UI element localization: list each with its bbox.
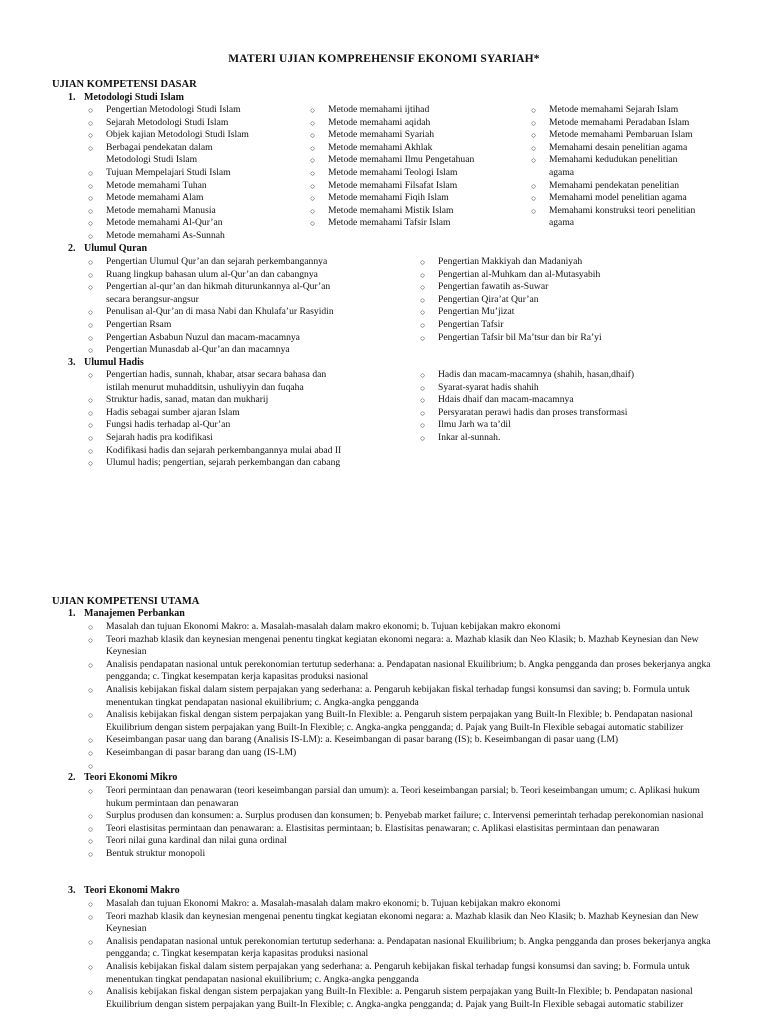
list-item: ○ Memahami model penelitian agama [531, 192, 721, 205]
subsection-heading: 2. Teori Ekonomi Mikro [68, 772, 178, 783]
list-metodologi-col2 [310, 104, 525, 230]
list-item: ○ Hdais dhaif dan macam-macamnya [420, 394, 720, 407]
list-item: ○ Objek kajian Metodologi Studi Islam [88, 129, 298, 142]
list-metodologi-col3 [531, 104, 721, 230]
list-item-continuation: agama [549, 166, 575, 178]
list-item: ○ Syarat-syarat hadis shahih [420, 382, 720, 395]
list-item: ○ Pengertian Rsam [88, 319, 408, 332]
list-item: ○ Metode memahami Syariah [310, 129, 525, 142]
subsection-heading: 2. Ulumul Quran [68, 243, 148, 254]
list-item: ○ Ilmu Jarh wa ta’dil [420, 419, 720, 432]
list-item: ○ Memahami pendekatan penelitian [531, 180, 721, 193]
list-teori-ekonomi-makro [88, 898, 728, 1011]
list-item: ○ Metode memahami Mistik Islam [310, 205, 525, 218]
list-item: ○ Hadis sebagai sumber ajaran Islam [88, 407, 408, 420]
list-item: ○ Pengertian hadis, sunnah, khabar, atsar secara bahasa dan [88, 369, 408, 382]
list-item: ○ Metode memahami Al-Qur’an [88, 217, 298, 230]
list-item: ○ Pengertian Qira’at Qur’an [420, 294, 720, 307]
list-item-continuation: secara berangsur-angsur [106, 293, 199, 305]
list-item: ○ Pengertian Asbabun Nuzul dan macam-macamnya [88, 332, 408, 345]
list-item: ○ Metode memahami Fiqih Islam [310, 192, 525, 205]
list-item: ○ Teori permintaan dan penawaran (teori keseimbangan parsial dan umum): a. Teori keseimbangan parsial; b. Teori keseimbangan umum; c. Aplikasi hukum hukum permintaan dan penawaran [88, 785, 728, 810]
section-heading-utama: UJIAN KOMPETENSI UTAMA [52, 596, 200, 607]
list-item-continuation: Metodologi Studi Islam [106, 154, 198, 166]
list-item: ○ Surplus produsen dan konsumen: a. Surplus produsen dan konsumen; b. Penyebab market failure; c. Intervensi pemerintah terhadap perekonomian nasional [88, 810, 728, 823]
list-item: ○ Fungsi hadis terhadap al-Qur’an [88, 419, 408, 432]
list-item: ○ Kodifikasi hadis dan sejarah perkembangannya mulai abad II [88, 445, 408, 458]
section-heading-dasar: UJIAN KOMPETENSI DASAR [52, 79, 197, 90]
list-item: ○ Analisis kebijakan fiskal dalam sistem perpajakan yang sederhana: a. Pengaruh kebijakan fiskal terhadap fungsi konsumsi dan saving; b. Formula untuk menentukan tingkat pendapatan nasional ekuilibrium; c. Angka-angka pengganda [88, 684, 728, 709]
list-item: ○ Keseimbangan di pasar barang dan uang (IS-LM) [88, 747, 728, 760]
list-item: ○ Pengertian Makkiyah dan Madaniyah [420, 256, 720, 269]
list-item: ○ Pengertian Tafsir bil Ma’tsur dan bir Ra’yi [420, 332, 720, 345]
list-manajemen-perbankan [88, 621, 728, 760]
list-ulumul-hadis-right [420, 369, 720, 445]
list-item: ○ Metode memahami Tafsir Islam [310, 217, 525, 230]
list-item: ○ Teori mazhab klasik dan keynesian mengenai penentu tingkat kegiatan ekonomi negara: a. Mazhab klasik dan Neo Klasik; b. Mazhab Keynesian dan New Keynesian [88, 634, 728, 659]
list-item: ○ Pengertian Tafsir [420, 319, 720, 332]
list-metodologi-col1 [88, 104, 298, 243]
list-item: ○ Pengertian Ulumul Qur’an dan sejarah perkembangannya [88, 256, 408, 269]
list-item-continuation: agama [549, 217, 575, 229]
list-item: ○ Metode memahami Teologi Islam [310, 167, 525, 180]
list-item: ○ Analisis kebijakan fiskal dengan sistem perpajakan yang Built-In Flexible: a. Pengaruh sistem perpajakan yang Built-In Flexible; b. Pendapatan nasional Ekuilibrium dengan sistem perpajakan yang Built-In Flexible; c. Angka-angka pengganda; d. Pajak yang Built-In Flexible sebagai automatic stabilizer [88, 986, 728, 1011]
list-item: ○ Memahami konstruksi teori penelitian [531, 205, 721, 218]
list-item: ○ Inkar al-sunnah. [420, 432, 720, 445]
list-teori-ekonomi-mikro [88, 785, 728, 861]
list-item: ○ Ulumul hadis; pengertian, sejarah perkembangan dan cabang [88, 457, 408, 470]
list-item: ○ Analisis kebijakan fiskal dengan sistem perpajakan yang Built-In Flexible: a. Pengaruh sistem perpajakan yang Built-In Flexible; b. Pendapatan nasional Ekuilibrium dengan sistem perpajakan yang Built-In Flexible; c. Angka-angka pengganda; d. Pajak yang Built-In Flexible sebagai automatic stabilizer [88, 709, 728, 734]
list-item: ○ Metode memahami Akhlak [310, 142, 525, 155]
list-item: ○ Analisis pendapatan nasional untuk perekonomian tertutup sederhana: a. Pendapatan nasional Ekuilibrium; b. Angka pengganda dan proses bekerjanya angka pengganda; c. Tingkat kesempatan kerja kapasitas produksi nasional [88, 659, 728, 684]
list-item: ○ Sejarah Metodologi Studi Islam [88, 117, 298, 130]
list-item: ○ Memahami kedudukan penelitian [531, 154, 721, 167]
list-ulumul-hadis-left [88, 369, 408, 470]
list-item: ○ Pengertian Metodologi Studi Islam [88, 104, 298, 117]
list-item: ○ Metode memahami Filsafat Islam [310, 180, 525, 193]
list-item: ○ Metode memahami Tuhan [88, 180, 298, 193]
subsection-heading: 3. Teori Ekonomi Makro [68, 885, 180, 896]
list-item: ○ Pengertian al-qur’an dan hikmah diturunkannya al-Qur’an [88, 281, 408, 294]
list-item: ○ Teori mazhab klasik dan keynesian mengenai penentu tingkat kegiatan ekonomi negara: a. Mazhab klasik dan Neo Klasik; b. Mazhab Keynesian dan New Keynesian [88, 911, 728, 936]
subsection-heading: 1. Manajemen Perbankan [68, 608, 185, 619]
list-item: ○ Pengertian Mu’jizat [420, 306, 720, 319]
list-item-continuation: istilah menurut muhadditsin, ushuliyyin dan fuqaha [106, 381, 304, 393]
list-item: ○ Metode memahami Ilmu Pengetahuan [310, 154, 525, 167]
list-item: ○ Metode memahami Manusia [88, 205, 298, 218]
list-item: ○ Keseimbangan pasar uang dan barang (Analisis IS-LM): a. Keseimbangan di pasar barang (IS); b. Keseimbangan di pasar uang (LM) [88, 734, 728, 747]
subsection-heading: 3. Ulumul Hadis [68, 357, 144, 368]
list-item: ○ Pengertian al-Muhkam dan al-Mutasyabih [420, 269, 720, 282]
list-item: ○ Berbagai pendekatan dalam [88, 142, 298, 155]
list-item: ○ Pengertian fawatih as-Suwar [420, 281, 720, 294]
list-item: ○ Memahami desain penelitian agama [531, 142, 721, 155]
list-item: ○ Analisis pendapatan nasional untuk perekonomian tertutup sederhana: a. Pendapatan nasional Ekuilibrium; b. Angka pengganda dan proses bekerjanya angka pengganda; c. Tingkat kesempatan kerja kapasitas produksi nasional [88, 936, 728, 961]
list-item: ○ Bentuk struktur monopoli [88, 848, 728, 861]
list-item: ○ Teori nilai guna kardinal dan nilai guna ordinal [88, 835, 728, 848]
list-item: ○ Pengertian Munasdab al-Qur’an dan macamnya [88, 344, 408, 357]
subsection-heading: 1. Metodologi Studi Islam [68, 92, 185, 103]
list-item: ○ Metode memahami ijtihad [310, 104, 525, 117]
page-title: MATERI UJIAN KOMPREHENSIF EKONOMI SYARIAH* [228, 53, 540, 65]
list-item: ○ Metode memahami Alam [88, 192, 298, 205]
list-item: ○ Persyaratan perawi hadis dan proses transformasi [420, 407, 720, 420]
list-item: ○ Sejarah hadis pra kodifikasi [88, 432, 408, 445]
list-item: ○ Tujuan Mempelajari Studi Islam [88, 167, 298, 180]
list-item: ○ Analisis kebijakan fiskal dalam sistem perpajakan yang sederhana: a. Pengaruh kebijakan fiskal terhadap fungsi konsumsi dan saving; b. Formula untuk menentukan tingkat pendapatan nasional ekuilibrium; c. Angka-angka pengganda [88, 961, 728, 986]
list-item: ○ Penulisan al-Qur’an di masa Nabi dan Khulafa’ur Rasyidin [88, 306, 408, 319]
list-item: ○ Ruang lingkup bahasan ulum al-Qur’an dan cabangnya [88, 269, 408, 282]
list-item: ○ Metode memahami Sejarah Islam [531, 104, 721, 117]
list-item: ○ Hadis dan macam-macamnya (shahih, hasan,dhaif) [420, 369, 720, 382]
list-ulumul-quran-left [88, 256, 408, 357]
list-item: ○ Struktur hadis, sanad, matan dan mukharij [88, 394, 408, 407]
list-item: ○ Metode memahami As-Sunnah [88, 230, 298, 243]
list-item: ○ Masalah dan tujuan Ekonomi Makro: a. Masalah-masalah dalam makro ekonomi; b. Tujuan kebijakan makro ekonomi [88, 898, 728, 911]
list-item: ○ Masalah dan tujuan Ekonomi Makro: a. Masalah-masalah dalam makro ekonomi; b. Tujuan kebijakan makro ekonomi [88, 621, 728, 634]
list-item: ○ Teori elastisitas permintaan dan penawaran: a. Elastisitas permintaan; b. Elastisitas penawaran; c. Aplikasi elastisitas permintaan dan penawaran [88, 823, 728, 836]
list-item: ○ Metode memahami Pembaruan Islam [531, 129, 721, 142]
list-ulumul-quran-right [420, 256, 720, 344]
list-item: ○ Metode memahami Peradaban Islam [531, 117, 721, 130]
list-item: ○ Metode memahami aqidah [310, 117, 525, 130]
